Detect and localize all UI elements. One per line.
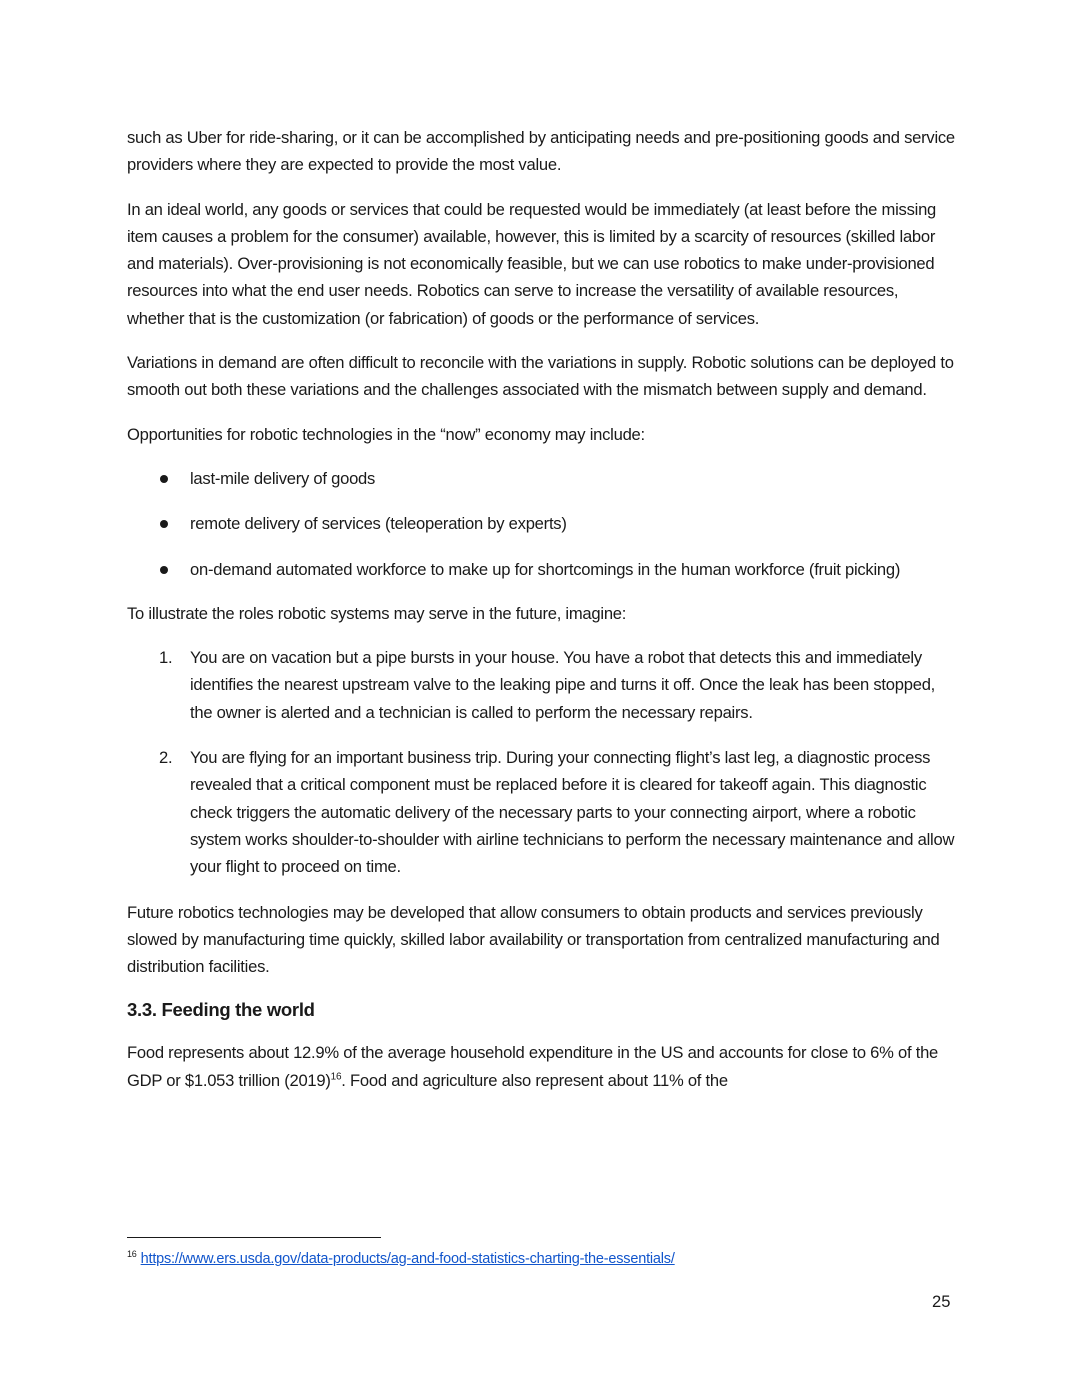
- numbered-item-text: You are flying for an important business trip. During your connecting flight’s last leg, a diagnostic process revealed that a critical component must be replaced before it is cleared for takeoff again. This diagnostic check triggers the automatic delivery of the necessary parts to your connecting airport, where a robotic system works shoulder-to-shoulder with airline technicians to perform the necessary maintenance and allow your flight to proceed on time.: [190, 748, 955, 877]
- paragraph-food-text: Food represents about 12.9% of the average household expenditure in the US and accounts for close to 6% of the GDP or $1.053 trillion (2019): [127, 1043, 939, 1090]
- bullet-dot-icon: [160, 520, 168, 528]
- paragraph-food-text-cont: . Food and agriculture also represent about 11% of the: [341, 1070, 728, 1090]
- bullet-item-text: on-demand automated workforce to make up for shortcomings in the human workforce (fruit picking): [190, 559, 901, 579]
- scenario-numbered-list: [127, 644, 957, 880]
- list-number: 1.: [159, 648, 173, 668]
- section-heading: 3.3. Feeding the world: [127, 999, 315, 1021]
- paragraph-opportunities-intro: Opportunities for robotic technologies in the “now” economy may include:: [127, 424, 645, 444]
- footnote: [127, 1249, 675, 1269]
- bullet-dot-icon: [160, 475, 168, 483]
- footnote-link[interactable]: https://www.ers.usda.gov/data-products/ag-and-food-statistics-charting-the-essentials/: [140, 1251, 675, 1267]
- bullet-item: [127, 465, 957, 492]
- footnote-mark: 16: [127, 1249, 137, 1260]
- numbered-item-text: You are on vacation but a pipe bursts in your house. You have a robot that detects this and immediately identifies the nearest upstream valve to the leaking pipe and turns it off. Once the leak has been stopped, the owner is alerted and a technician is called to perform the necessary repairs.: [190, 648, 936, 722]
- bullet-item-text: remote delivery of services (teleoperation by experts): [190, 514, 567, 534]
- list-number: 2.: [159, 748, 173, 768]
- numbered-item: [127, 744, 957, 880]
- bullet-dot-icon: [160, 566, 168, 574]
- paragraph-illustrate-intro: To illustrate the roles robotic systems may serve in the future, imagine:: [127, 603, 627, 623]
- page-number: 25: [932, 1292, 951, 1311]
- paragraph-variations-demand: Variations in demand are often difficult to reconcile with the variations in supply. Robotic solutions can be deployed to smooth out both these variations and the challenges associated with the mismatch between supply and demand.: [127, 353, 954, 400]
- bullet-item: [127, 510, 957, 537]
- footnote-reference[interactable]: 16: [330, 1071, 342, 1083]
- paragraph-ideal-world: In an ideal world, any goods or services that could be requested would be immediately (at least before the missing item causes a problem for the consumer) available, however, this is limited by a scarcity of resources (skilled labor and materials). Over-provisioning is not economically feasible, but we can use robotics to make under-provisioned resources into what the end user needs. Robotics can serve to increase the versatility of available resources, whether that is the customization (or fabrication) of goods or the performance of services.: [127, 199, 937, 328]
- bullet-item: [127, 556, 957, 583]
- bullet-item-text: last-mile delivery of goods: [190, 468, 376, 488]
- opportunities-bullet-list: [127, 465, 957, 583]
- document-page-body: [127, 124, 957, 1111]
- numbered-item: [127, 644, 957, 726]
- paragraph-future-robotics: Future robotics technologies may be developed that allow consumers to obtain products and services previously slowed by manufacturing time quickly, skilled labor availability or transportation from centralized manufacturing and distribution facilities.: [127, 902, 940, 977]
- paragraph-uber: such as Uber for ride-sharing, or it can be accomplished by anticipating needs and pre-positioning goods and service providers where they are expected to provide the most value.: [127, 128, 955, 175]
- footnote-separator: [127, 1237, 381, 1238]
- paragraph-food: [127, 1039, 957, 1094]
